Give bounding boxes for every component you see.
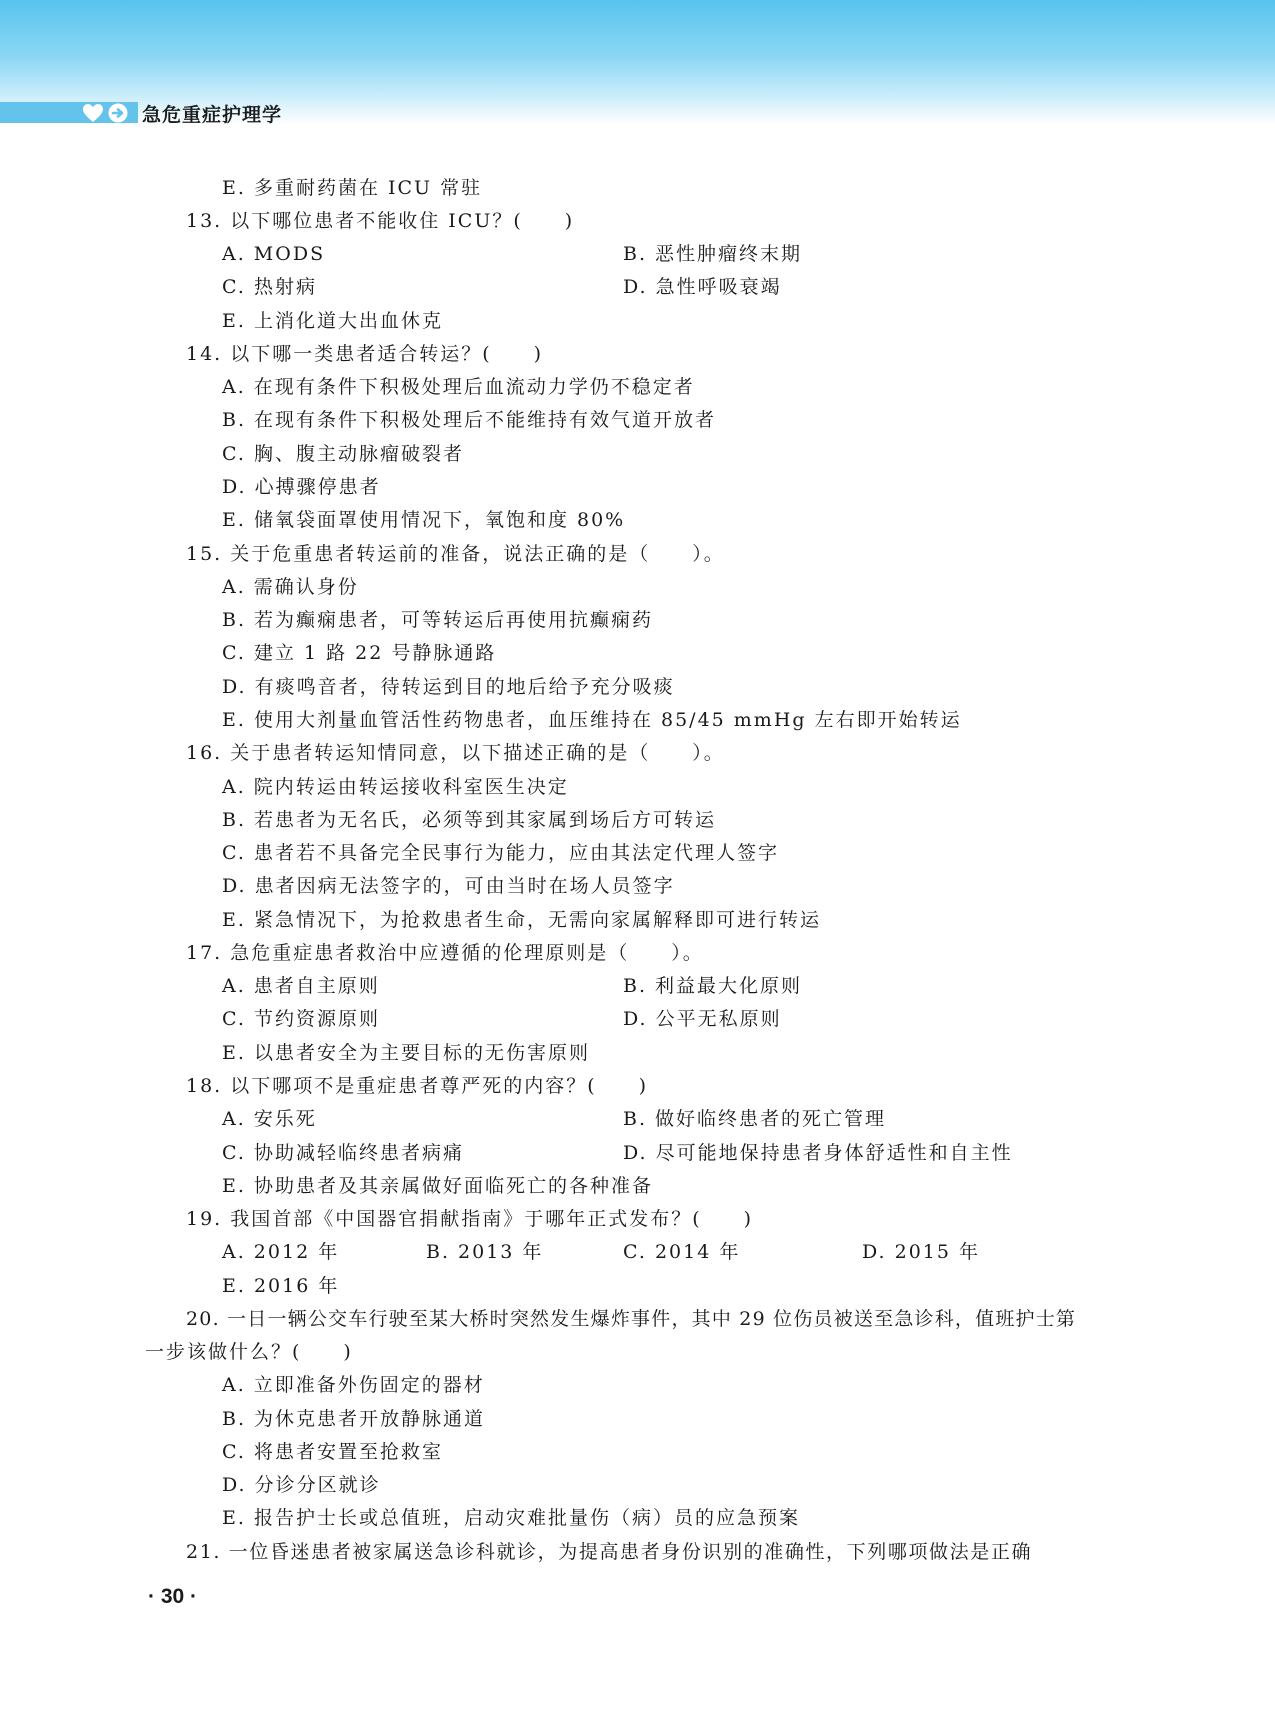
q20-option-d: D. 分诊分区就诊: [222, 1474, 381, 1496]
heart-icon: [82, 103, 104, 123]
page-number: · 30 ·: [148, 1585, 198, 1608]
q13-stem: 13. 以下哪位患者不能收住 ICU？( ): [186, 210, 575, 232]
q20-option-e: E. 报告护士长或总值班，启动灾难批量伤（病）员的应急预案: [222, 1507, 800, 1529]
q13-option-a: A. MODS: [222, 243, 326, 265]
q18-option-d: D. 尽可能地保持患者身体舒适性和自主性: [623, 1142, 1013, 1164]
q19-option-c: C. 2014 年: [623, 1241, 741, 1263]
q17-stem: 17. 急危重症患者救治中应遵循的伦理原则是（ ）。: [186, 942, 704, 964]
q16-option-e: E. 紧急情况下，为抢救患者生命，无需向家属解释即可进行转运: [222, 909, 821, 931]
q20-stem-line2: 一步该做什么？( ): [145, 1341, 353, 1363]
q15-option-a: A. 需确认身份: [222, 576, 359, 598]
q18-option-e: E. 协助患者及其亲属做好面临死亡的各种准备: [222, 1175, 653, 1197]
q19-option-b: B. 2013 年: [426, 1241, 544, 1263]
q16-stem: 16. 关于患者转运知情同意，以下描述正确的是（ ）。: [186, 742, 725, 764]
q19-option-a: A. 2012 年: [222, 1241, 340, 1263]
q19-option-e: E. 2016 年: [222, 1275, 340, 1297]
q14-option-c: C. 胸、腹主动脉瘤破裂者: [222, 443, 464, 465]
q16-option-b: B. 若患者为无名氏，必须等到其家属到场后方可转运: [222, 809, 717, 831]
q15-stem: 15. 关于危重患者转运前的准备，说法正确的是（ ）。: [186, 543, 725, 565]
q15-option-c: C. 建立 1 路 22 号静脉通路: [222, 642, 497, 664]
q17-option-a: A. 患者自主原则: [222, 975, 380, 997]
arrow-right-circle-icon: [108, 103, 128, 123]
q13-option-d: D. 急性呼吸衰竭: [623, 276, 782, 298]
q18-option-b: B. 做好临终患者的死亡管理: [623, 1108, 887, 1130]
q17-option-c: C. 节约资源原则: [222, 1008, 380, 1030]
q18-option-a: A. 安乐死: [222, 1108, 317, 1130]
q20-stem-line1: 20. 一日一辆公交车行驶至某大桥时突然发生爆炸事件，其中 29 位伤员被送至急诊科，值班护士第: [186, 1308, 1077, 1330]
q17-option-d: D. 公平无私原则: [623, 1008, 782, 1030]
q21-stem-line1: 21. 一位昏迷患者被家属送急诊科就诊，为提高患者身份识别的准确性，下列哪项做法是正确: [186, 1541, 1033, 1563]
q16-option-c: C. 患者若不具备完全民事行为能力，应由其法定代理人签字: [222, 842, 779, 864]
q19-option-d: D. 2015 年: [862, 1241, 981, 1263]
q16-option-a: A. 院内转运由转运接收科室医生决定: [222, 776, 569, 798]
q20-option-b: B. 为休克患者开放静脉通道: [222, 1408, 486, 1430]
q19-stem: 19. 我国首部《中国器官捐献指南》于哪年正式发布？( ): [186, 1208, 754, 1230]
q17-option-e: E. 以患者安全为主要目标的无伤害原则: [222, 1042, 590, 1064]
q16-option-d: D. 患者因病无法签字的，可由当时在场人员签字: [222, 875, 675, 897]
q14-option-e: E. 储氧袋面罩使用情况下，氧饱和度 80%: [222, 509, 626, 531]
q18-stem: 18. 以下哪项不是重症患者尊严死的内容？( ): [186, 1075, 649, 1097]
q18-option-c: C. 协助减轻临终患者病痛: [222, 1142, 464, 1164]
q20-option-a: A. 立即准备外伤固定的器材: [222, 1374, 485, 1396]
q12-option-e: E. 多重耐药菌在 ICU 常驻: [222, 177, 483, 199]
q14-option-b: B. 在现有条件下积极处理后不能维持有效气道开放者: [222, 409, 717, 431]
q13-option-c: C. 热射病: [222, 276, 317, 298]
q14-option-d: D. 心搏骤停患者: [222, 476, 381, 498]
q14-option-a: A. 在现有条件下积极处理后血流动力学仍不稳定者: [222, 376, 695, 398]
q17-option-b: B. 利益最大化原则: [623, 975, 803, 997]
q15-option-b: B. 若为癫痫患者，可等转运后再使用抗癫痫药: [222, 609, 654, 631]
q15-option-e: E. 使用大剂量血管活性药物患者，血压维持在 85/45 mmHg 左右即开始转运: [222, 709, 962, 731]
q13-option-b: B. 恶性肿瘤终末期: [623, 243, 803, 265]
q14-stem: 14. 以下哪一类患者适合转运？( ): [186, 343, 544, 365]
q13-option-e: E. 上消化道大出血休克: [222, 310, 443, 332]
q20-option-c: C. 将患者安置至抢救室: [222, 1441, 443, 1463]
book-title: 急危重症护理学: [142, 104, 283, 126]
q15-option-d: D. 有痰鸣音者，待转运到目的地后给予充分吸痰: [222, 676, 675, 698]
